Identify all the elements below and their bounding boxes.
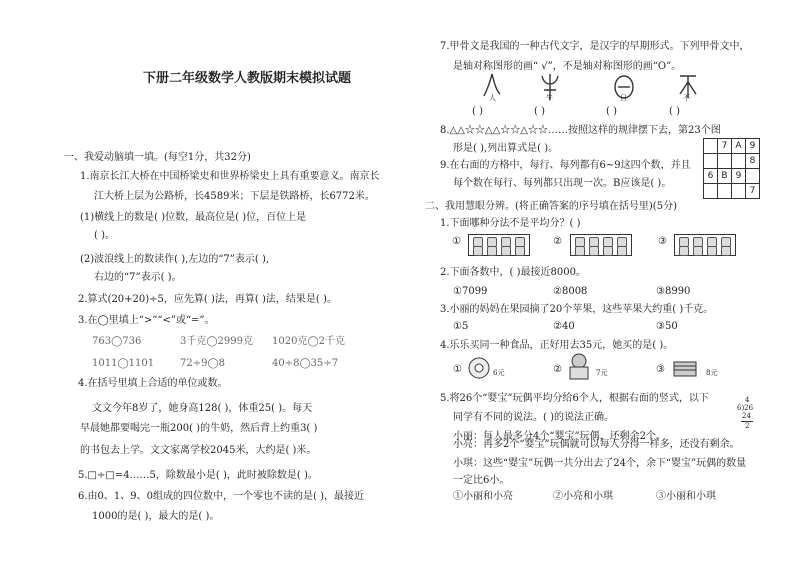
food-box-icon [672,358,700,380]
q3-text: 3.在◯里填上“>”“<”或“=”。 [78,315,215,326]
grid-cell [746,169,760,184]
s2-q5-line-d: 小亮：再多2个“婴宝”玩偶就可以每人分得一样多，还没有剩余。 [453,439,740,450]
grid-cell [718,154,732,169]
price-label: 8元 [706,369,718,377]
q3-item: 40÷8◯35÷7 [272,358,339,369]
division-remainder: 2 [745,422,750,430]
s2-q3-option[interactable]: ①5 [453,321,469,332]
page-title: 下册二年级数学人教版期末模拟试题 [143,71,352,86]
tray-image [674,234,736,256]
s2-q2-option[interactable]: ①7099 [453,286,488,297]
answer-paren[interactable]: ( ) [606,106,617,117]
q7-line-b: 是轴对称图形的画“ √”，不是轴对称图形的画“O”。 [453,61,682,72]
grid-cell: 6 [704,169,718,184]
grid-cell [718,184,732,199]
s2-q5-line-a: 5.将26个“婴宝”玩偶平均分给6个人，根据右面的竖式，以下 [440,393,709,404]
q5-text: 5.□÷□=4……5，除数最小是( )，此时被除数是( )。 [78,470,318,481]
glyph-label: 人 [489,94,496,102]
grid-cell [704,184,718,199]
grid-cell: 7 [746,184,760,199]
sudoku-grid [703,138,760,199]
q3-item: 1020克◯2千克 [272,336,346,347]
q9-line-a: 9.在右面的方格中，每行、每列都有6~9这四个数，并且 [440,160,691,171]
q6-line-b: 1000的是( )，最大的是( )。 [92,511,220,522]
grid-cell [704,139,718,154]
cake-icon [566,352,592,382]
division-quotient: 4 [745,396,750,404]
glyph-label: 日 [620,94,627,102]
q3-item: 1011◯1101 [92,358,155,369]
s2-q5-line-e: 小琪：这些“婴宝”玩偶一共分出去了24个，余下“婴宝”玩偶的数量 [453,458,747,469]
tray-image [468,234,530,256]
grid-cell: 9 [746,139,760,154]
q2-text: 2.算式(20+20)÷5，应先算( )法，再算( )法，结果是( )。 [78,294,337,305]
s2-q4-option[interactable]: ① [453,364,462,375]
q3-item: 72÷9◯8 [180,358,226,369]
answer-paren[interactable]: ( ) [669,106,680,117]
division-product: 24 [742,412,751,420]
s2-q2-option[interactable]: ②8008 [553,286,588,297]
s2-q4-text: 4.乐乐买同一种食品，正好用去35元，她买的是( )。 [440,340,674,351]
s2-q5-option[interactable]: ③小丽和小琪 [656,491,716,502]
grid-cell [704,154,718,169]
q1-line-a: 1.南京长江大桥在中国桥梁史和世界桥梁史上具有重要意义。南京长 [80,171,380,182]
s2-q5-option[interactable]: ①小丽和小亮 [453,491,513,502]
price-label: 7元 [596,369,608,377]
s2-q1-text: 1.下面哪种分法不是平均分？( ) [440,218,581,229]
grid-cell: A [732,139,746,154]
s2-q2-text: 2.下面各数中，( )最接近8000。 [440,267,586,278]
grid-cell: B [718,169,732,184]
oracle-glyph-person [484,74,492,96]
q4-text: 4.在括号里填上合适的单位或数。 [78,378,228,389]
q7-line-a: 7.甲骨文是我国的一种古代文字，是汉字的早期形式。下列甲骨文中， [440,41,750,52]
section-2-heading: 二、我用慧眼分辨。(将正确答案的序号填在括号里)(5分) [425,201,677,212]
price-label: 6元 [493,369,505,377]
s2-q1-option[interactable]: ② [553,236,562,247]
s2-q4-option[interactable]: ② [553,364,562,375]
grid-cell [732,184,746,199]
s2-q3-option[interactable]: ②40 [553,321,575,332]
q9-line-b: 每个数在每行、每列都只出现一次。B应该是( )。 [453,178,672,189]
q4-line-b: 早晨她都要喝完一瓶200( )的牛奶，然后背上约重3( ) [80,423,318,434]
s2-q1-option[interactable]: ③ [658,236,667,247]
division-expression: 6)26 [737,404,754,412]
s2-q5-line-f: 一定比6小。 [453,475,510,486]
q3-item: 763◯736 [92,336,142,347]
q1-line-c: (1)横线上的数是( )位数，最高位是( )位，百位上是 [80,212,307,223]
answer-paren[interactable]: ( ) [534,106,545,117]
s2-q5-option[interactable]: ②小亮和小琪 [553,491,613,502]
s2-q1-option[interactable]: ① [452,236,461,247]
answer-paren[interactable]: ( ) [472,106,483,117]
s2-q5-line-b: 同学有不同的说法。( )的说法正确。 [453,412,614,423]
glyph-label: 不 [683,94,690,102]
q1-line-e: (2)波浪线上的数读作( ),左边的“7”表示( ), [80,254,270,265]
q1-line-b: 江大桥上层为公路桥，长4589米；下层是铁路桥，长6772米。 [94,191,375,202]
section-1-heading: 一、我爱动脑填一填。(每空1分，共32分) [64,152,251,163]
q1-line-d: ( )。 [94,230,115,241]
tray-image [570,234,632,256]
s2-q5-line-c: 小丽：每人最多分4个“婴宝”玩偶，还剩余2个。 [453,431,666,442]
s2-q3-text: 3.小丽的妈妈在果园摘了20个苹果，这些苹果大约重( )千克。 [440,304,714,315]
q8-line-a: 8.△△☆☆△△☆☆△☆☆……按照这样的规律摆下去，第23个图 [440,125,721,136]
q4-line-a: 文文今年8岁了，她身高128( )，体重25( )。每天 [92,403,313,414]
s2-q4-option[interactable]: ③ [656,364,665,375]
q6-line-a: 6.由0、1、9、0组成的四位数中，一个零也不读的是( )，最接近 [78,491,364,502]
oracle-bone-glyphs [478,70,718,106]
glyph-label: 牛 [546,94,553,102]
q1-line-f: 右边的“7”表示( )。 [94,272,182,283]
q8-line-b: 形是( ),列出算式是( )。 [453,143,559,154]
grid-cell: 7 [718,139,732,154]
s2-q2-option[interactable]: ③8990 [656,286,691,297]
grid-cell [732,154,746,169]
grid-cell: 9 [732,169,746,184]
q4-line-c: 的书包去上学。文文家离学校2045米，大约是( )米。 [80,445,317,456]
q3-item: 3千克◯2999克 [180,336,254,347]
s2-q3-option[interactable]: ③50 [656,321,678,332]
grid-cell: 8 [746,154,760,169]
food-item-icon [467,356,491,380]
